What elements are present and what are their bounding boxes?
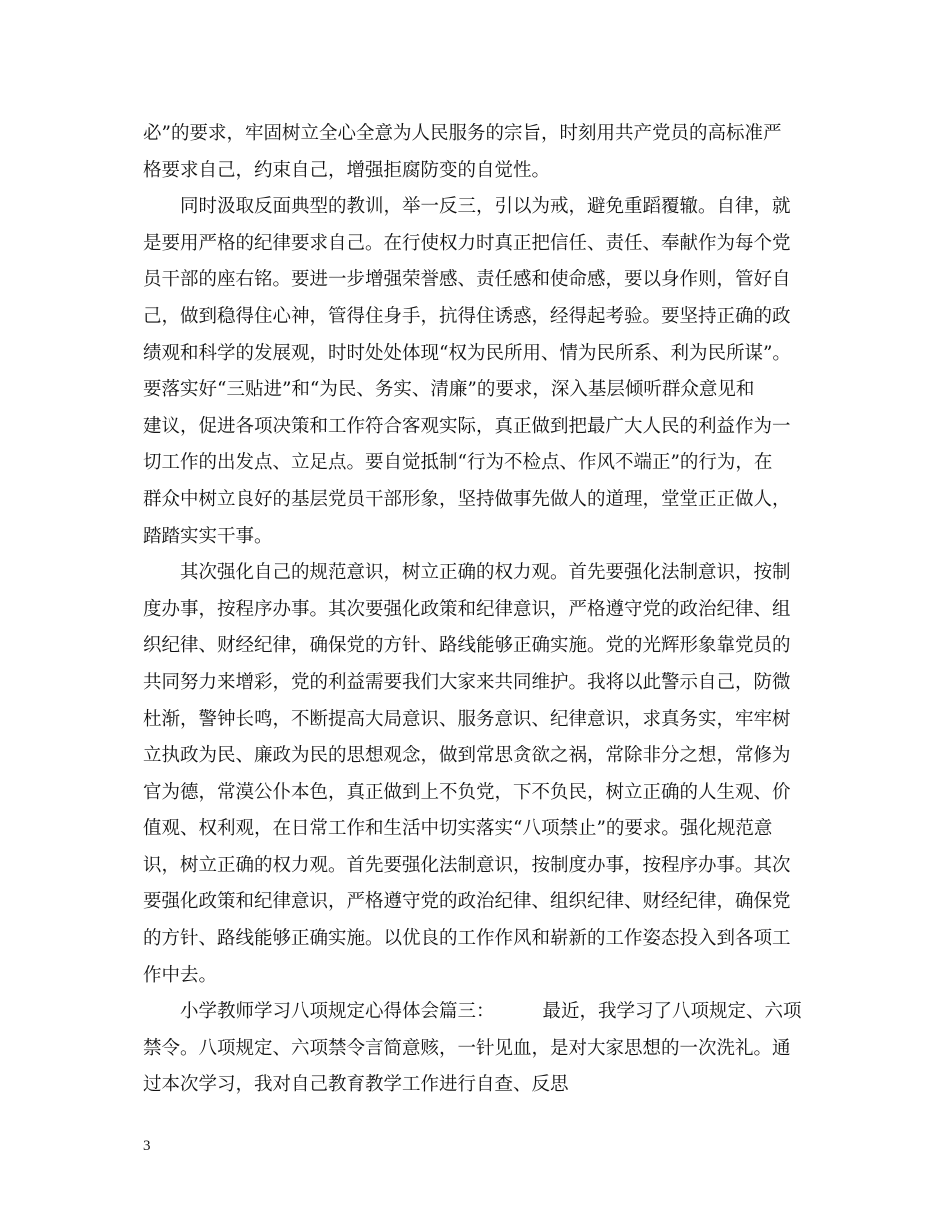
paragraph-3 xyxy=(143,555,823,994)
text-line: 的方针、路线能够正确实施。以优良的工作作风和崭新的工作姿态投入到各项工 xyxy=(143,928,791,950)
text-line: 杜渐，警钟长鸣，不断提高大局意识、服务意识、纪律意识，求真务实，牢牢树 xyxy=(143,708,791,730)
text-line: 是要用严格的纪律要求自己。在行使权力时真正把信任、责任、奉献作为每个党 xyxy=(143,232,791,254)
text-line xyxy=(143,994,823,1031)
text-line: 禁令。八项规定、六项禁令言简意赅，一针见血，是对大家思想的一次洗礼。通 xyxy=(143,1037,791,1059)
text-line: 格要求自己，约束自己，增强拒腐防变的自觉性。 xyxy=(143,159,551,181)
text-line: 识，树立正确的权力观。首先要强化法制意识，按制度办事，按程序办事。其次 xyxy=(143,854,791,876)
text-line: 建议，促进各项决策和工作符合客观实际，真正做到把最广大人民的利益作为一 xyxy=(143,415,791,437)
text-line: 其次强化自己的规范意识，树立正确的权力观。首先要强化法制意识，按制 xyxy=(180,562,791,584)
text-line: 官为德，常漠公仆本色，真正做到上不负党，下不负民，树立正确的人生观、价 xyxy=(143,781,791,803)
text-line: 作中去。 xyxy=(143,964,218,986)
page-number: 3 xyxy=(143,1138,151,1154)
text-line: 度办事，按程序办事。其次要强化政策和纪律意识，严格遵守党的政治纪律、组 xyxy=(143,598,791,620)
text-line: 绩观和科学的发展观，时时处处体现“权为民所用、情为民所系、利为民所谋”。 xyxy=(143,342,791,364)
text-line: 员干部的座右铭。要进一步增强荣誉感、责任感和使命感，要以身作则，管好自 xyxy=(143,269,791,291)
text-line: 切工作的出发点、立足点。要自觉抵制“行为不检点、作风不端正”的行为，在 xyxy=(143,452,773,474)
text-line: 织纪律、财经纪律，确保党的方针、路线能够正确实施。党的光辉形象靠党员的 xyxy=(143,635,791,657)
paragraph-2 xyxy=(143,189,823,555)
body-text xyxy=(143,116,823,1104)
text-line: 要强化政策和纪律意识，严格遵守党的政治纪律、组织纪律、财经纪律，确保党 xyxy=(143,891,791,913)
paragraph-1 xyxy=(143,116,823,189)
section-first-line: 最近，我学习了八项规定、六项 xyxy=(542,1001,802,1023)
text-line: 群众中树立良好的基层党员干部形象，坚持做事先做人的道理，堂堂正正做人， xyxy=(143,488,791,510)
text-line: 值观、权利观，在日常工作和生活中切实落实“八项禁止”的要求。强化规范意 xyxy=(143,818,773,840)
section-heading: 小学教师学习八项规定心得体会篇三： xyxy=(180,1001,495,1023)
text-line: 立执政为民、廉政为民的思想观念，做到常思贪欲之祸，常除非分之想，常修为 xyxy=(143,745,791,767)
text-line: 过本次学习，我对自己教育教学工作进行自查、反思 xyxy=(143,1074,569,1096)
text-line: 己，做到稳得住心神，管得住身手，抗得住诱惑，经得起考验。要坚持正确的政 xyxy=(143,305,791,327)
paragraph-4 xyxy=(143,994,823,1104)
text-line: 共同努力来增彩，党的利益需要我们大家来共同维护。我将以此警示自己，防微 xyxy=(143,671,791,693)
text-line: 同时汲取反面典型的教训，举一反三，引以为戒，避免重蹈覆辙。自律，就 xyxy=(180,196,791,218)
text-line: 要落实好“三贴进”和“为民、务实、清廉”的要求，深入基层倾听群众意见和 xyxy=(143,379,755,401)
text-line: 必”的要求，牢固树立全心全意为人民服务的宗旨，时刻用共产党员的高标准严 xyxy=(143,123,782,144)
text-line: 踏踏实实干事。 xyxy=(143,525,273,547)
